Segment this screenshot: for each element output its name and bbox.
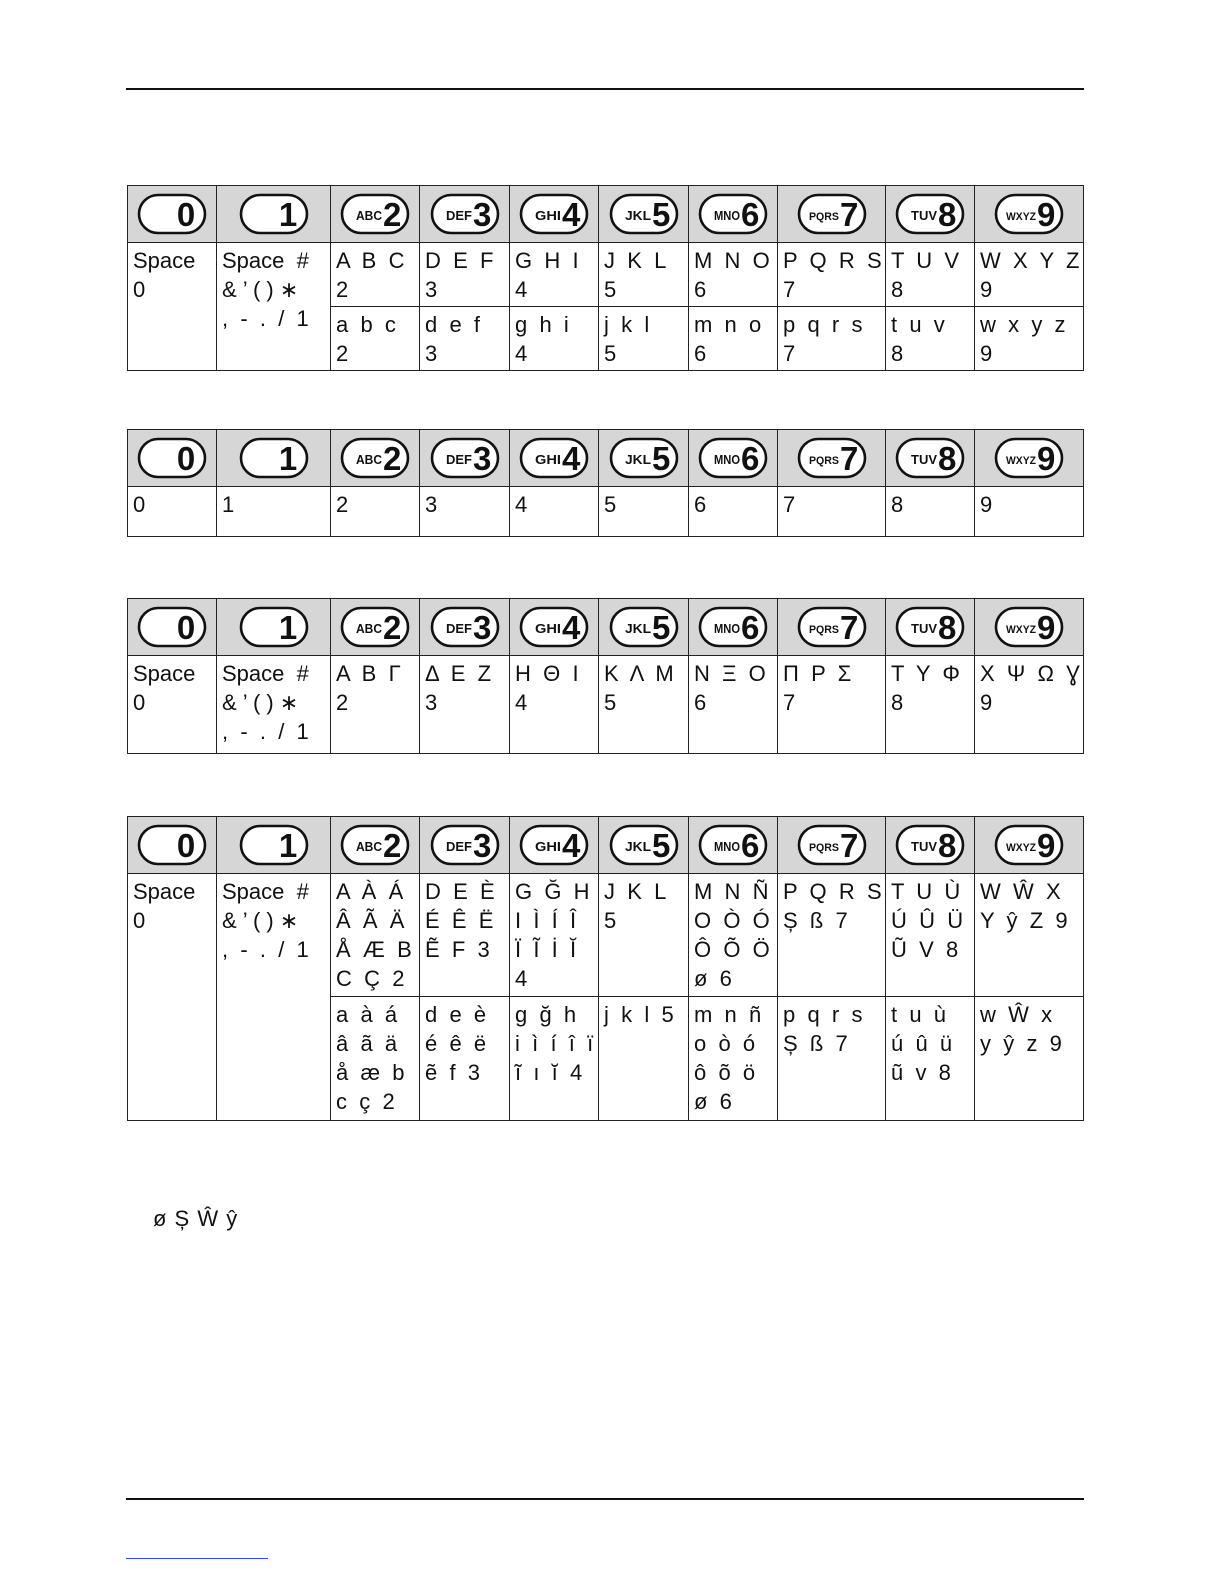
- key-5-header: [599, 430, 689, 487]
- cell-key-2: 2: [331, 487, 420, 537]
- cell-key-5-upper: J K L 5: [599, 874, 689, 997]
- header-rule: [126, 88, 1084, 90]
- key-4-letters: GHI: [535, 208, 561, 223]
- key-4-icon: [519, 824, 589, 866]
- cell-key-6-lower: m n ñ o ò ó ô õ ö ø 6: [689, 997, 778, 1121]
- cell-key-9: 9: [975, 487, 1084, 537]
- cell-key-3-upper: D E È É Ê Ë Ẽ F 3: [420, 874, 510, 997]
- key-header-row: [128, 430, 1084, 487]
- key-8-header: [886, 430, 975, 487]
- key-3-icon: [430, 193, 500, 235]
- key-2-letters: ABC: [356, 208, 383, 223]
- key-5-letters: JKL: [624, 839, 651, 854]
- cell-key-7-lower: p q r s 7: [778, 307, 886, 371]
- key-2-header: [331, 430, 420, 487]
- key-6-header: [689, 817, 778, 874]
- key-2-digit: 2: [383, 440, 402, 477]
- table-greek: [127, 598, 1084, 754]
- key-8-header: [886, 599, 975, 656]
- key-6-icon: [698, 193, 768, 235]
- key-9-header: [975, 817, 1084, 874]
- key-3-icon: [430, 824, 500, 866]
- cell-key-8-upper: T U Ù Ú Û Ü Ũ V 8: [886, 874, 975, 997]
- cell-key-7-lower: p q r s Ș ß 7: [778, 997, 886, 1121]
- key-6-letters: MNO: [714, 452, 740, 467]
- key-1-header: [217, 186, 331, 243]
- key-1-digit: 1: [278, 827, 297, 864]
- cell-key-2-upper: A B C 2: [331, 243, 420, 307]
- key-1-icon: [239, 606, 309, 648]
- key-5-header: [599, 186, 689, 243]
- key-5-icon: [609, 606, 679, 648]
- key-3-header: [420, 817, 510, 874]
- key-4-letters: GHI: [535, 452, 561, 467]
- key-0-digit: 0: [176, 827, 196, 864]
- key-0-icon: [137, 437, 207, 479]
- key-2-header: [331, 186, 420, 243]
- key-4-icon: [519, 193, 589, 235]
- key-7-letters: PQRS: [808, 842, 839, 854]
- key-0-digit: 0: [176, 440, 196, 477]
- key-1-icon: [239, 193, 309, 235]
- cell-key-7-upper: P Q R S Ș ß 7: [778, 874, 886, 997]
- cell-key-0: Space 0: [128, 656, 217, 754]
- key-1-header: [217, 599, 331, 656]
- key-3-header: [420, 186, 510, 243]
- key-7-letters: PQRS: [808, 624, 839, 636]
- key-3-icon: [430, 437, 500, 479]
- key-6-letters: MNO: [714, 208, 740, 223]
- key-9-letters: WXYZ: [1006, 842, 1037, 854]
- key-4-digit: 4: [562, 196, 581, 233]
- cell-key-1: Space # & ’ ( ) ∗ , - . / 1: [217, 243, 331, 371]
- key-9-icon: [994, 824, 1064, 866]
- key-0-icon: [137, 824, 207, 866]
- key-8-letters: TUV: [911, 452, 938, 467]
- key-6-icon: [698, 437, 768, 479]
- cell-key-1: Space # & ’ ( ) ∗ , - . / 1: [217, 656, 331, 754]
- key-9-letters: WXYZ: [1006, 455, 1037, 467]
- key-5-icon: [609, 437, 679, 479]
- key-4-header: [510, 430, 599, 487]
- key-8-letters: TUV: [911, 208, 938, 223]
- key-7-header: [778, 817, 886, 874]
- cell-key-0: Space 0: [128, 243, 217, 371]
- key-5-letters: JKL: [624, 621, 651, 636]
- key-5-digit: 5: [651, 827, 670, 864]
- cell-key-9-upper: W X Y Z 9: [975, 243, 1084, 307]
- key-4-letters: GHI: [535, 621, 561, 636]
- key-7-header: [778, 430, 886, 487]
- cell-key-8-lower: t u v 8: [886, 307, 975, 371]
- key-4-digit: 4: [562, 440, 581, 477]
- cell-key-5: 5: [599, 487, 689, 537]
- key-header-row: [128, 599, 1084, 656]
- key-9-digit: 9: [1037, 196, 1056, 233]
- table-standard: [127, 185, 1084, 371]
- cell-key-9-lower: w x y z 9: [975, 307, 1084, 371]
- cell-key-1: 1: [217, 487, 331, 537]
- key-8-digit: 8: [938, 440, 957, 477]
- cell-key-5-upper: J K L 5: [599, 243, 689, 307]
- cell-key-5: Κ Λ Μ 5: [599, 656, 689, 754]
- key-6-icon: [698, 606, 768, 648]
- key-2-digit: 2: [383, 827, 402, 864]
- key-6-letters: MNO: [714, 621, 740, 636]
- cell-key-3: 3: [420, 487, 510, 537]
- key-9-letters: WXYZ: [1006, 624, 1037, 636]
- key-2-icon: [340, 437, 410, 479]
- key-3-letters: DEF: [445, 208, 472, 223]
- key-6-digit: 6: [741, 609, 760, 646]
- cell-key-5-lower: j k l 5: [599, 307, 689, 371]
- key-5-header: [599, 817, 689, 874]
- cell-key-4: 4: [510, 487, 599, 537]
- key-5-letters: JKL: [624, 452, 651, 467]
- key-0-header: [128, 817, 217, 874]
- key-8-digit: 8: [938, 827, 957, 864]
- footer-link-underline: [126, 1558, 268, 1559]
- key-3-digit: 3: [472, 440, 491, 477]
- key-5-header: [599, 599, 689, 656]
- key-1-icon: [239, 824, 309, 866]
- key-0-icon: [137, 193, 207, 235]
- key-5-letters: JKL: [624, 208, 651, 223]
- key-7-icon: [797, 193, 867, 235]
- key-7-header: [778, 599, 886, 656]
- key-6-digit: 6: [741, 440, 760, 477]
- key-2-header: [331, 599, 420, 656]
- key-8-icon: [895, 606, 965, 648]
- key-6-digit: 6: [741, 196, 760, 233]
- key-3-letters: DEF: [445, 621, 472, 636]
- key-3-icon: [430, 606, 500, 648]
- cell-key-3-lower: d e f 3: [420, 307, 510, 371]
- key-3-digit: 3: [472, 827, 491, 864]
- key-4-icon: [519, 437, 589, 479]
- key-2-digit: 2: [383, 196, 402, 233]
- key-1-digit: 1: [278, 196, 297, 233]
- cell-key-1: Space # & ’ ( ) ∗ , - . / 1: [217, 874, 331, 1121]
- key-7-letters: PQRS: [808, 455, 839, 467]
- key-0-digit: 0: [176, 609, 196, 646]
- key-7-icon: [797, 606, 867, 648]
- key-3-digit: 3: [472, 609, 491, 646]
- key-0-icon: [137, 606, 207, 648]
- key-2-icon: [340, 606, 410, 648]
- cell-key-3: Δ Ε Ζ 3: [420, 656, 510, 754]
- key-7-digit: 7: [839, 196, 858, 233]
- cell-key-4-upper: G H I 4: [510, 243, 599, 307]
- key-1-header: [217, 430, 331, 487]
- key-0-digit: 0: [176, 196, 196, 233]
- key-9-icon: [994, 606, 1064, 648]
- key-7-icon: [797, 824, 867, 866]
- key-3-letters: DEF: [445, 839, 472, 854]
- cell-key-3-upper: D E F 3: [420, 243, 510, 307]
- key-6-header: [689, 599, 778, 656]
- key-0-header: [128, 599, 217, 656]
- key-0-header: [128, 186, 217, 243]
- key-3-digit: 3: [472, 196, 491, 233]
- key-3-header: [420, 599, 510, 656]
- key-8-letters: TUV: [911, 621, 938, 636]
- key-8-icon: [895, 193, 965, 235]
- cell-key-2: Α Β Γ 2: [331, 656, 420, 754]
- key-4-icon: [519, 606, 589, 648]
- key-4-header: [510, 817, 599, 874]
- cell-key-9-upper: W Ŵ X Y ŷ Z 9: [975, 874, 1084, 997]
- key-8-header: [886, 817, 975, 874]
- key-2-icon: [340, 193, 410, 235]
- key-6-icon: [698, 824, 768, 866]
- table-extended: [127, 816, 1084, 1121]
- cell-key-6-lower: m n o 6: [689, 307, 778, 371]
- cell-key-7: 7: [778, 487, 886, 537]
- key-9-icon: [994, 437, 1064, 479]
- key-9-digit: 9: [1037, 609, 1056, 646]
- key-6-letters: MNO: [714, 839, 740, 854]
- key-9-header: [975, 430, 1084, 487]
- key-1-digit: 1: [278, 609, 297, 646]
- cell-key-7-upper: P Q R S 7: [778, 243, 886, 307]
- key-6-header: [689, 430, 778, 487]
- key-2-letters: ABC: [356, 452, 383, 467]
- cell-key-6-upper: M N O 6: [689, 243, 778, 307]
- key-4-digit: 4: [562, 609, 581, 646]
- table-numeric: [127, 429, 1084, 537]
- cell-key-9: Χ Ψ Ω Ɣ 9: [975, 656, 1084, 754]
- cell-key-3-lower: d e è é ê ë ẽ f 3: [420, 997, 510, 1121]
- key-header-row: [128, 186, 1084, 243]
- cell-key-2-lower: a à á â ã ä å æ b c ç 2: [331, 997, 420, 1121]
- key-5-digit: 5: [651, 609, 670, 646]
- key-8-digit: 8: [938, 196, 957, 233]
- key-9-digit: 9: [1037, 440, 1056, 477]
- cell-key-6: Ν Ξ Ο 6: [689, 656, 778, 754]
- cell-key-4-upper: G Ğ H I Ì Í Î Ï Ĩ İ Ĭ 4: [510, 874, 599, 997]
- footer-rule: [126, 1498, 1084, 1500]
- key-5-icon: [609, 193, 679, 235]
- key-2-icon: [340, 824, 410, 866]
- key-0-header: [128, 430, 217, 487]
- key-3-header: [420, 430, 510, 487]
- cell-key-4-lower: g ğ h i ì í î ï ĩ ı ĭ 4: [510, 997, 599, 1121]
- cell-key-8: Τ Υ Φ 8: [886, 656, 975, 754]
- key-9-letters: WXYZ: [1006, 211, 1037, 223]
- key-7-digit: 7: [839, 827, 858, 864]
- key-7-header: [778, 186, 886, 243]
- cell-key-2-upper: A À Á Â Ã Ä Å Æ B C Ç 2: [331, 874, 420, 997]
- key-7-digit: 7: [839, 440, 858, 477]
- key-4-digit: 4: [562, 827, 581, 864]
- key-9-digit: 9: [1037, 827, 1056, 864]
- cell-key-9-lower: w Ŵ x y ŷ z 9: [975, 997, 1084, 1121]
- key-1-digit: 1: [278, 440, 297, 477]
- key-4-header: [510, 599, 599, 656]
- cell-key-6: 6: [689, 487, 778, 537]
- cell-key-5-lower: j k l 5: [599, 997, 689, 1121]
- key-2-letters: ABC: [356, 621, 383, 636]
- key-8-letters: TUV: [911, 839, 938, 854]
- key-4-letters: GHI: [535, 839, 561, 854]
- key-5-digit: 5: [651, 440, 670, 477]
- cell-key-4: Η Θ Ι 4: [510, 656, 599, 754]
- key-2-digit: 2: [383, 609, 402, 646]
- cell-key-7: Π Ρ Σ 7: [778, 656, 886, 754]
- key-3-letters: DEF: [445, 452, 472, 467]
- key-9-header: [975, 186, 1084, 243]
- key-6-digit: 6: [741, 827, 760, 864]
- cell-key-0: 0: [128, 487, 217, 537]
- cell-key-8: 8: [886, 487, 975, 537]
- key-4-header: [510, 186, 599, 243]
- key-7-icon: [797, 437, 867, 479]
- key-5-icon: [609, 824, 679, 866]
- key-7-letters: PQRS: [808, 211, 839, 223]
- key-1-icon: [239, 437, 309, 479]
- key-2-header: [331, 817, 420, 874]
- key-7-digit: 7: [839, 609, 858, 646]
- cell-key-4-lower: g h i 4: [510, 307, 599, 371]
- key-9-icon: [994, 193, 1064, 235]
- cell-key-6-upper: M N Ñ O Ò Ó Ô Õ Ö ø 6: [689, 874, 778, 997]
- key-8-icon: [895, 824, 965, 866]
- key-header-row: [128, 817, 1084, 874]
- cell-key-8-lower: t u ù ú û ü ũ v 8: [886, 997, 975, 1121]
- key-1-header: [217, 817, 331, 874]
- key-8-digit: 8: [938, 609, 957, 646]
- cell-key-0: Space 0: [128, 874, 217, 1121]
- special-characters-note: ø Ș Ŵ ŷ: [153, 1206, 239, 1231]
- key-6-header: [689, 186, 778, 243]
- key-2-letters: ABC: [356, 839, 383, 854]
- key-5-digit: 5: [651, 196, 670, 233]
- cell-key-2-lower: a b c 2: [331, 307, 420, 371]
- cell-key-8-upper: T U V 8: [886, 243, 975, 307]
- key-9-header: [975, 599, 1084, 656]
- key-8-icon: [895, 437, 965, 479]
- key-8-header: [886, 186, 975, 243]
